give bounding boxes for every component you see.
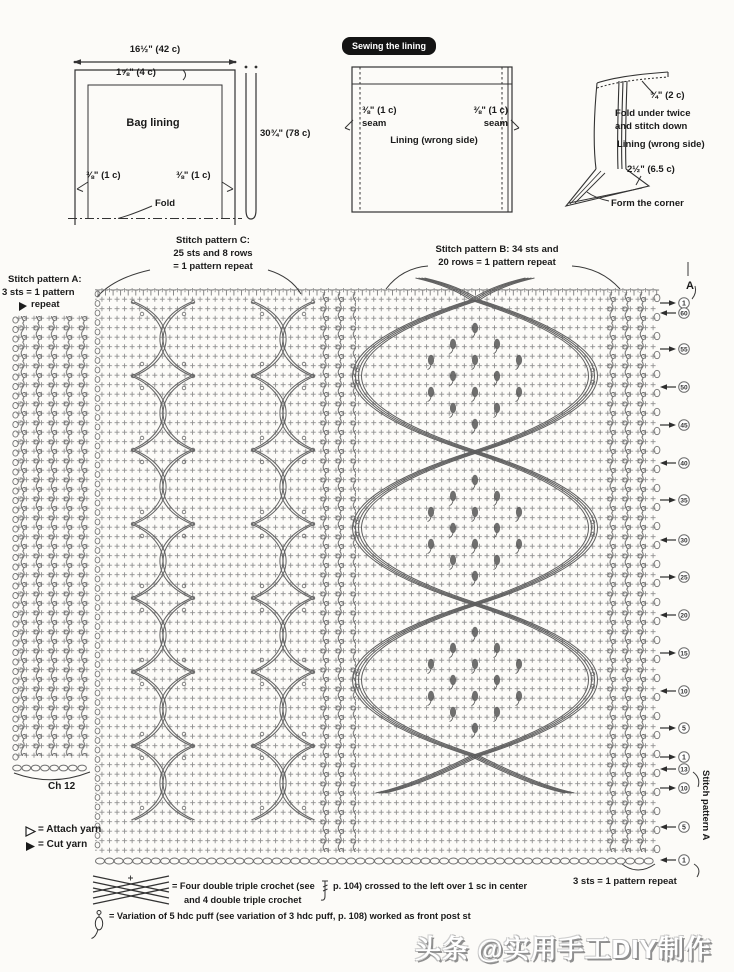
row-marker <box>660 752 689 763</box>
row-marker <box>660 648 689 659</box>
sewing-seam-right-word: seam <box>483 118 508 129</box>
svg-text:45: 45 <box>680 422 688 430</box>
row-marker <box>660 723 689 734</box>
corner-marker-a: A <box>686 280 694 292</box>
dtr-symbol-icon <box>321 881 328 900</box>
row-marker <box>660 822 689 833</box>
row-marker <box>660 420 689 431</box>
bag-title: Bag lining <box>126 117 180 129</box>
pattern-a-label-line1: Stitch pattern A: <box>8 274 82 285</box>
row-marker <box>660 495 689 506</box>
row-marker <box>660 298 689 309</box>
sewing-seam-right-value: ⅜" (1 c) <box>473 105 508 116</box>
chain-count-label: Ch 12 <box>48 781 76 792</box>
bag-seam-right-label: ⅜" (1 c) <box>176 170 211 181</box>
bag-fold-label: Fold <box>155 198 176 209</box>
svg-text:55: 55 <box>680 346 688 354</box>
row-marker <box>660 610 689 621</box>
sewing-badge: Sewing the lining <box>342 37 436 55</box>
pattern-a-label-line3: repeat <box>31 299 60 310</box>
side-pattern-a-label: Stitch pattern A <box>699 770 711 841</box>
bottom-repeat-label: 3 sts = 1 pattern repeat <box>573 876 677 887</box>
svg-text:1: 1 <box>682 754 686 762</box>
svg-text:35: 35 <box>680 497 688 505</box>
cross-legend-line2: and 4 double triple crochet <box>184 895 302 905</box>
corner-width-label: 2½" (6.5 c) <box>627 164 675 175</box>
row-marker <box>660 382 689 393</box>
attach-yarn-flag-icon <box>19 302 27 311</box>
cut-yarn-label: = Cut yarn <box>38 839 88 850</box>
corner-fold-note-line1: Fold under twice <box>615 108 691 119</box>
sewing-seam-left-value: ⅜" (1 c) <box>362 105 397 116</box>
svg-text:15: 15 <box>680 650 688 658</box>
pattern-b-label-line2: 20 rows = 1 pattern repeat <box>438 257 556 268</box>
row-marker <box>660 764 689 775</box>
svg-text:10: 10 <box>680 785 688 793</box>
cut-yarn-icon <box>26 842 35 851</box>
row-marker <box>660 783 689 794</box>
pattern-c-label-line2: 25 sts and 8 rows <box>173 248 253 259</box>
cross-legend-part1: = Four double triple crochet (see <box>172 881 315 891</box>
pattern-a-label-line2: 3 sts = 1 pattern <box>2 287 75 298</box>
pattern-c-label-line3: = 1 pattern repeat <box>173 261 253 272</box>
crossed-dtr-icon <box>93 876 169 905</box>
row-marker <box>660 535 689 546</box>
svg-text:60: 60 <box>680 310 688 318</box>
svg-text:40: 40 <box>680 460 688 468</box>
bag-width-label: 16½" (42 c) <box>129 44 181 55</box>
row-marker <box>660 686 689 697</box>
row-marker <box>660 458 689 469</box>
row-marker <box>660 308 689 319</box>
svg-text:1: 1 <box>682 857 686 865</box>
svg-text:5: 5 <box>682 824 686 832</box>
bag-seam-left-label: ⅜" (1 c) <box>86 170 121 181</box>
svg-text:20: 20 <box>680 612 688 620</box>
svg-text:13: 13 <box>680 766 688 774</box>
sewing-center-label: Lining (wrong side) <box>390 135 478 146</box>
pattern-b-label-line1: Stitch pattern B: 34 sts and <box>435 244 559 255</box>
svg-text:1: 1 <box>682 300 686 308</box>
svg-text:5: 5 <box>682 725 686 733</box>
svg-text:50: 50 <box>680 384 688 392</box>
corner-note-label: Form the corner <box>611 198 684 209</box>
corner-fold-width-label: ¾" (2 c) <box>650 90 685 101</box>
watermark: 头条 @实用手工DIY制作 <box>415 934 712 964</box>
cross-legend-part2: p. 104) crossed to the left over 1 sc in center <box>333 881 528 891</box>
bag-hem-label: 1⅝" (4 c) <box>116 67 156 78</box>
svg-text:25: 25 <box>680 574 688 582</box>
puff-legend: = Variation of 5 hdc puff (see variation of 3 hdc puff, p. 108) worked as front post st <box>109 911 471 921</box>
svg-text:10: 10 <box>680 688 688 696</box>
svg-text:30: 30 <box>680 537 688 545</box>
sewing-seam-left-word: seam <box>362 118 387 129</box>
stitch-chart-background <box>13 288 658 854</box>
corner-lining-label: Lining (wrong side) <box>617 139 705 150</box>
attach-yarn-icon <box>26 827 35 836</box>
pattern-c-label-line1: Stitch pattern C: <box>176 235 250 246</box>
row-marker <box>660 572 689 583</box>
bag-height-label: 30¾" (78 c) <box>260 128 311 139</box>
attach-yarn-label: = Attach yarn <box>38 824 102 835</box>
row-marker <box>660 855 689 866</box>
puff-symbol-icon <box>92 911 103 939</box>
corner-fold-note-line2: and stitch down <box>615 121 688 132</box>
row-marker <box>660 344 689 355</box>
